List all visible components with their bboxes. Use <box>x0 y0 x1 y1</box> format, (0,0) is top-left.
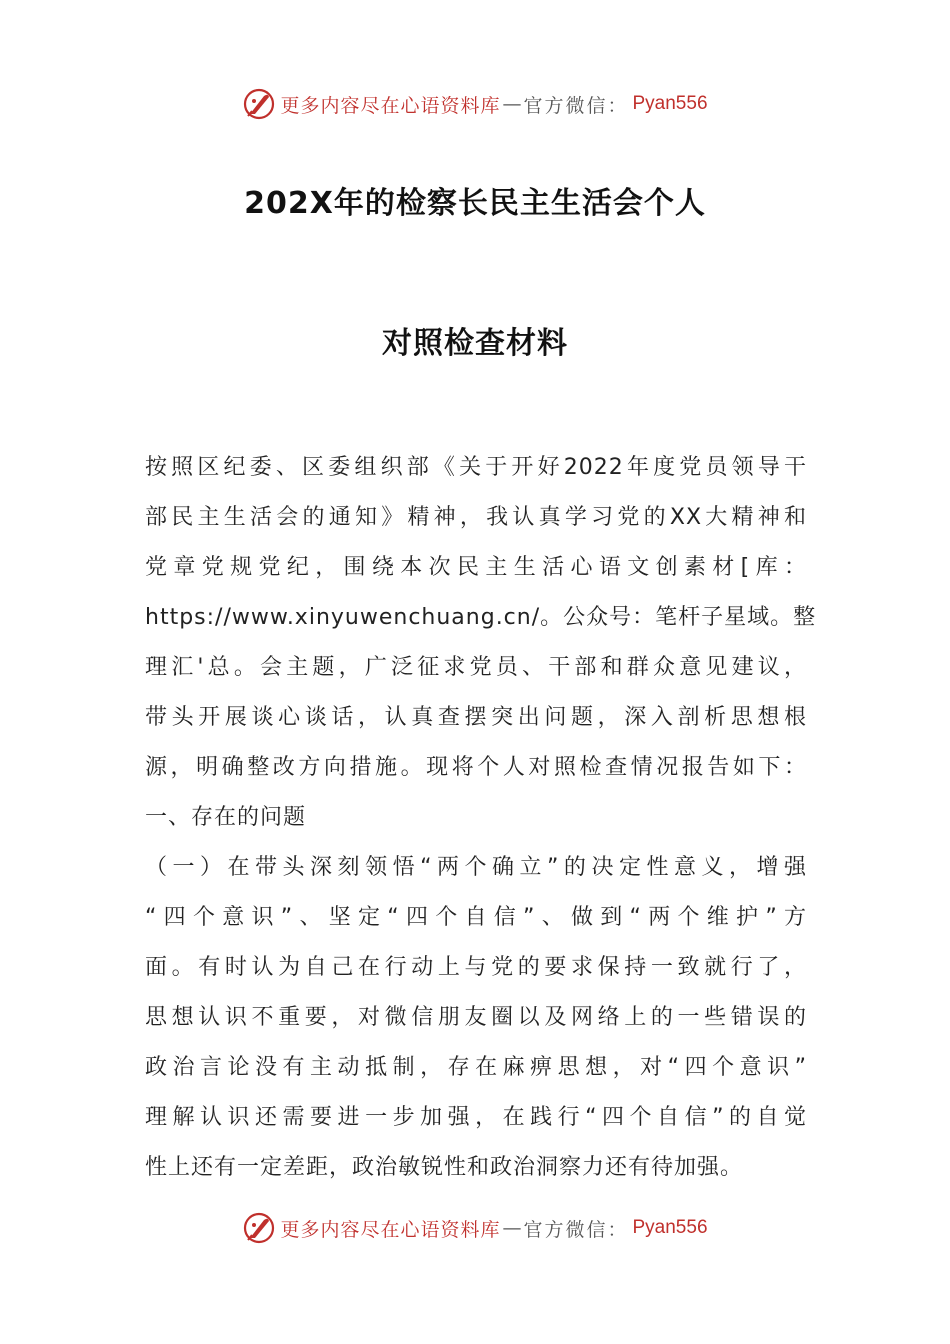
footer-watermark <box>0 1208 950 1248</box>
body-line: 按照区纪委、区委组织部《关于开好2022年度党员领导干 <box>145 455 807 480</box>
watermark-official-label: 官方微信： <box>523 94 629 117</box>
header-watermark <box>0 84 950 124</box>
watermark-wechat-id: Pyan556 <box>632 93 708 114</box>
document-body <box>145 447 817 1197</box>
document-title-line-1: 202X年的检察长民主生活会个人 <box>244 186 706 221</box>
watermark-dash: — <box>502 1217 522 1239</box>
watermark-wechat-id: Pyan556 <box>632 1217 708 1238</box>
body-line: 部民主生活会的通知》精神，我认真学习党的XX大精神和 <box>145 505 807 530</box>
body-line: 源，明确整改方向措施。现将个人对照检查情况报告如下： <box>145 755 807 780</box>
watermark-official-label: 官方微信： <box>523 1218 629 1241</box>
body-line: 政治言论没有主动抵制，存在麻痹思想，对“四个意识” <box>145 1055 807 1080</box>
body-line: 性上还有一定差距，政治敏锐性和政治洞察力还有待加强。 <box>145 1155 744 1180</box>
watermark-dash: — <box>502 93 522 115</box>
body-line: 思想认识不重要，对微信朋友圈以及网络上的一些错误的 <box>145 1005 807 1030</box>
quill-pen-logo-icon <box>242 87 276 121</box>
section-heading: 一、存在的问题 <box>145 805 307 830</box>
watermark-main-text: 更多内容尽在心语资料库 <box>280 1218 501 1241</box>
body-line: “四个意识”、坚定“四个自信”、做到“两个维护”方 <box>145 905 807 930</box>
body-line: 理解认识还需要进一步加强，在践行“四个自信”的自觉 <box>145 1105 807 1130</box>
quill-pen-logo-icon <box>242 1211 276 1245</box>
body-line: 党章党规党纪，围绕本次民主生活心语文创素材[库： <box>145 555 807 580</box>
body-line: （一）在带头深刻领悟“两个确立”的决定性意义，增强 <box>145 855 807 880</box>
body-line: 面。有时认为自己在行动上与党的要求保持一致就行了， <box>145 955 807 980</box>
body-line: 带头开展谈心谈话，认真查摆突出问题，深入剖析思想根 <box>145 705 807 730</box>
watermark-main-text: 更多内容尽在心语资料库 <box>280 94 501 117</box>
document-title-line-2: 对照检查材料 <box>382 326 568 361</box>
body-line: 理汇'总。会主题，广泛征求党员、干部和群众意见建议， <box>145 655 807 680</box>
body-line: https://www.xinyuwenchuang.cn/。公众号：笔杆子星域。整 <box>145 605 817 630</box>
